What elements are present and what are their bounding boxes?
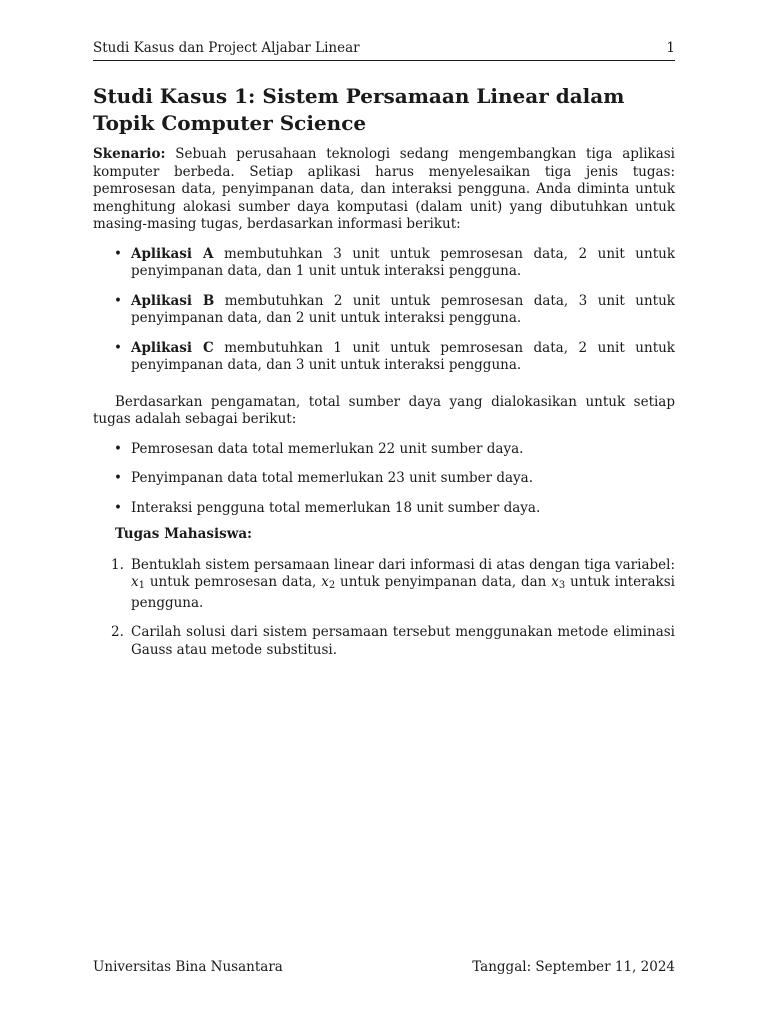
bullet-icon: • [114,339,122,356]
footer-institution: Universitas Bina Nusantara [93,959,283,975]
app-name: Aplikasi B [131,292,215,309]
task-text: untuk pemrosesan data, [145,574,322,590]
app-name: Aplikasi C [131,339,214,356]
variable-subscript: 1 [138,580,145,591]
variable: x [321,574,329,590]
task-text: Carilah solusi dari sistem persamaan tersebut menggunakan metode eliminasi Gauss atau metode substitusi. [131,624,675,658]
task-number: 1. [111,556,124,573]
task-number: 2. [111,624,124,640]
list-item [93,557,675,613]
scenario-label: Skenario: [93,146,166,162]
application-list [93,246,675,375]
page-header [93,40,675,61]
list-item [93,624,675,659]
task-text: untuk penyimpanan data, dan [335,574,552,590]
tasks-list [93,557,675,660]
total-text: Interaksi pengguna total memerlukan 18 unit sumber daya. [131,499,541,516]
document-body [93,146,675,671]
total-text: Pemrosesan data total memerlukan 22 unit sumber daya. [131,440,524,457]
document-page [93,0,675,1024]
app-name: Aplikasi A [131,245,214,262]
list-item [93,293,675,328]
scenario-text: Sebuah perusahaan teknologi sedang mengembangkan tiga aplikasi komputer berbeda. Setiap aplikasi harus menyelesaikan tiga jenis tugas: pemrosesan data, penyimpanan data, dan interaksi pengguna. Anda diminta untuk menghitung alokasi sumber daya komputasi (dalam unit) yang dibutuhkan untuk masing-masing tugas, berdasarkan informasi berikut: [93,146,675,232]
totals-list [93,441,675,518]
list-item [93,246,675,281]
header-page-number: 1 [666,40,675,56]
list-item [93,500,675,518]
app-description: membutuhkan 2 unit untuk pemrosesan data, 3 unit untuk penyimpanan data, dan 2 unit untuk interaksi pengguna. [131,292,675,326]
variable-subscript: 3 [558,580,566,591]
bullet-icon: • [114,440,122,457]
variable: x [131,574,139,590]
footer-date: Tanggal: September 11, 2024 [472,959,675,975]
list-item [93,340,675,375]
variable: x [551,574,559,590]
bullet-icon: • [114,245,122,262]
task-text: untuk interaksi pengguna. [131,574,675,611]
tasks-heading: Tugas Mahasiswa: [115,526,253,542]
bullet-icon: • [114,470,122,486]
app-description: membutuhkan 3 unit untuk pemrosesan data, 2 unit untuk penyimpanan data, dan 1 unit untuk interaksi pengguna. [131,245,675,279]
total-text: Penyimpanan data total memerlukan 23 unit sumber daya. [131,470,534,486]
case-study-title: Studi Kasus 1: Sistem Persamaan Linear dalam Topik Computer Science [93,84,625,135]
app-description: membutuhkan 1 unit untuk pemrosesan data, 2 unit untuk penyimpanan data, dan 3 unit untuk interaksi pengguna. [131,339,675,373]
observation-paragraph: Berdasarkan pengamatan, total sumber daya yang dialokasikan untuk setiap tugas adalah sebagai berikut: [93,393,675,427]
bullet-icon: • [114,499,122,516]
variable-subscript: 2 [328,580,336,591]
list-item [93,441,675,459]
bullet-icon: • [114,292,122,309]
page-footer [93,959,675,979]
list-item [93,470,675,488]
task-text: Bentuklah sistem persamaan linear dari informasi di atas dengan tiga variabel: [131,556,675,573]
scenario-paragraph [93,146,675,234]
header-course-title: Studi Kasus dan Project Aljabar Linear [93,40,360,56]
